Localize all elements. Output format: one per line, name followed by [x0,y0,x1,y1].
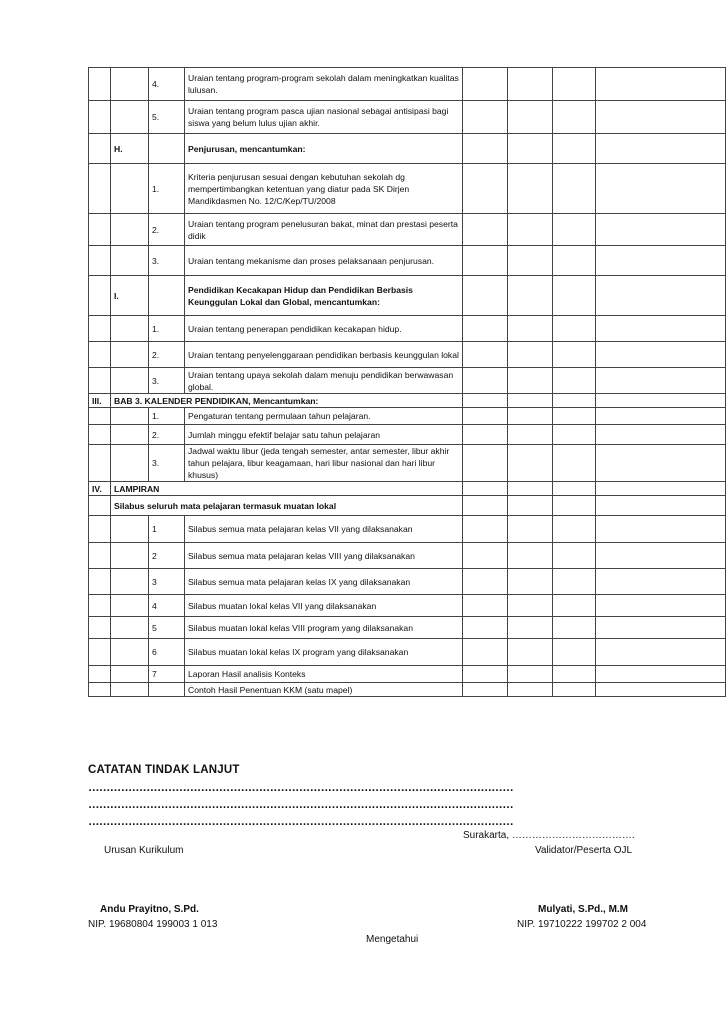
notes-cell [596,101,726,134]
check-cell [508,543,553,569]
item-text-cell: Silabus muatan lokal kelas VIII program yang dilaksanakan [185,617,463,639]
item-text-cell: Uraian tentang program-program sekolah dalam meningkatkan kualitas lulusan. [185,68,463,101]
check-cell [553,134,596,164]
acknowledged-label: Mengetahui [366,934,419,945]
roman-numeral-cell [89,666,111,683]
roman-numeral-cell [89,516,111,543]
roman-numeral-cell [89,68,111,101]
check-cell [508,342,553,368]
right-signatory-role: Validator/Peserta OJL [535,845,633,856]
roman-numeral-cell: III. [89,394,111,408]
check-cell [553,246,596,276]
follow-up-title: CATATAN TINDAK LANJUT [88,764,240,776]
item-number-cell [149,276,185,316]
notes-cell [596,214,726,246]
check-cell [508,368,553,394]
roman-numeral-cell: IV. [89,482,111,496]
section-letter-cell [111,101,149,134]
check-cell [508,246,553,276]
section-letter-cell [111,425,149,445]
item-number-cell [149,683,185,697]
roman-numeral-cell [89,164,111,214]
item-number-cell: 1. [149,408,185,425]
check-cell [553,368,596,394]
check-cell [553,516,596,543]
item-number-cell: 3. [149,445,185,482]
notes-cell [596,246,726,276]
section-letter-cell [111,445,149,482]
item-number-cell: 2 [149,543,185,569]
check-cell [553,214,596,246]
check-cell [553,425,596,445]
table-row [89,276,726,316]
check-cell [463,164,508,214]
section-letter-cell [111,617,149,639]
check-cell [553,666,596,683]
notes-cell [596,134,726,164]
check-cell [463,101,508,134]
section-letter-cell: I. [111,276,149,316]
follow-up-line: ……………………………………………………………………………………………………… [88,799,514,811]
check-cell [508,496,553,516]
notes-cell [596,543,726,569]
roman-numeral-cell [89,543,111,569]
check-cell [463,408,508,425]
right-signatory-name: Mulyati, S.Pd., M.M [538,904,629,915]
item-number-cell: 3 [149,569,185,595]
check-cell [553,276,596,316]
right-signatory-nip: NIP. 19710222 199702 2 004 [517,919,647,930]
table-row [89,101,726,134]
check-cell [553,394,596,408]
item-number-cell: 5. [149,101,185,134]
section-letter-cell [111,214,149,246]
check-cell [508,683,553,697]
check-cell [463,368,508,394]
item-number-cell [149,134,185,164]
section-letter-cell [111,342,149,368]
notes-cell [596,639,726,666]
section-letter-cell [111,639,149,666]
item-number-cell: 3. [149,368,185,394]
notes-cell [596,164,726,214]
item-text-cell: Pendidikan Kecakapan Hidup dan Pendidikan Berbasis Keunggulan Lokal dan Global, mencantumkan: [185,276,463,316]
check-cell [508,68,553,101]
check-cell [463,617,508,639]
check-cell [553,316,596,342]
check-cell [553,68,596,101]
check-cell [508,316,553,342]
notes-cell [596,617,726,639]
notes-cell [596,368,726,394]
item-number-cell: 4 [149,595,185,617]
roman-numeral-cell [89,445,111,482]
roman-numeral-cell [89,595,111,617]
notes-cell [596,342,726,368]
table-row [89,482,726,496]
notes-cell [596,276,726,316]
check-cell [553,445,596,482]
check-cell [553,595,596,617]
roman-numeral-cell [89,101,111,134]
section-letter-cell: H. [111,134,149,164]
section-letter-cell [111,516,149,543]
check-cell [553,543,596,569]
item-number-cell: 4. [149,68,185,101]
roman-numeral-cell [89,617,111,639]
notes-cell [596,482,726,496]
table-row [89,617,726,639]
item-text-cell: Uraian tentang penerapan pendidikan kecakapan hidup. [185,316,463,342]
notes-cell [596,569,726,595]
section-letter-cell [111,569,149,595]
check-cell [463,425,508,445]
item-number-cell: 3. [149,246,185,276]
checklist-table [88,67,726,697]
check-cell [553,569,596,595]
check-cell [463,246,508,276]
check-cell [553,683,596,697]
table-row [89,543,726,569]
check-cell [508,214,553,246]
item-text-cell: BAB 3. KALENDER PENDIDIKAN, Mencantumkan: [111,394,463,408]
roman-numeral-cell [89,408,111,425]
notes-cell [596,683,726,697]
section-letter-cell [111,408,149,425]
item-number-cell: 7 [149,666,185,683]
table-row [89,408,726,425]
check-cell [508,134,553,164]
item-number-cell: 1. [149,316,185,342]
section-letter-cell [111,246,149,276]
item-text-cell: Silabus seluruh mata pelajaran termasuk muatan lokal [111,496,463,516]
follow-up-line: ……………………………………………………………………………………………………… [88,782,514,794]
check-cell [463,316,508,342]
roman-numeral-cell [89,496,111,516]
check-cell [508,408,553,425]
check-cell [508,394,553,408]
roman-numeral-cell [89,276,111,316]
check-cell [508,425,553,445]
roman-numeral-cell [89,569,111,595]
table-row [89,496,726,516]
check-cell [508,276,553,316]
roman-numeral-cell [89,316,111,342]
notes-cell [596,394,726,408]
check-cell [463,276,508,316]
notes-cell [596,666,726,683]
item-text-cell: Pengaturan tentang permulaan tahun pelajaran. [185,408,463,425]
table-row [89,683,726,697]
roman-numeral-cell [89,425,111,445]
item-text-cell: Contoh Hasil Penentuan KKM (satu mapel) [185,683,463,697]
check-cell [553,482,596,496]
table-row [89,394,726,408]
check-cell [463,496,508,516]
check-cell [508,516,553,543]
table-row [89,246,726,276]
item-text-cell: Uraian tentang upaya sekolah dalam menuju pendidikan berwawasan global. [185,368,463,394]
check-cell [508,164,553,214]
table-row [89,639,726,666]
item-number-cell: 2. [149,342,185,368]
item-text-cell: Jumlah minggu efektif belajar satu tahun pelajaran [185,425,463,445]
left-signatory-name: Andu Prayitno, S.Pd. [100,904,199,915]
check-cell [463,134,508,164]
check-cell [508,595,553,617]
item-text-cell: Kriteria penjurusan sesuai dengan kebutuhan sekolah dg mempertimbangkan ketentuan yang diatur pada SK Dirjen Mandikdasmen No. 12/C/Kep/TU/2008 [185,164,463,214]
item-text-cell: Uraian tentang program penelusuran bakat, minat dan prestasi peserta didik [185,214,463,246]
section-letter-cell [111,543,149,569]
section-letter-cell [111,595,149,617]
left-signatory-role: Urusan Kurikulum [104,845,184,856]
table-row [89,368,726,394]
section-letter-cell [111,368,149,394]
table-row [89,68,726,101]
check-cell [553,617,596,639]
table-row [89,445,726,482]
check-cell [463,683,508,697]
item-text-cell: Silabus semua mata pelajaran kelas VIII yang dilaksanakan [185,543,463,569]
check-cell [463,68,508,101]
table-row [89,134,726,164]
table-row [89,342,726,368]
check-cell [553,101,596,134]
item-text-cell: Uraian tentang program pasca ujian nasional sebagai antisipasi bagi siswa yang belum lulus ujian akhir. [185,101,463,134]
item-text-cell: Silabus muatan lokal kelas VII yang dilaksanakan [185,595,463,617]
table-row [89,214,726,246]
roman-numeral-cell [89,639,111,666]
section-letter-cell [111,164,149,214]
item-text-cell: Silabus semua mata pelajaran kelas IX yang dilaksanakan [185,569,463,595]
roman-numeral-cell [89,134,111,164]
check-cell [463,445,508,482]
notes-cell [596,595,726,617]
check-cell [463,639,508,666]
table-row [89,666,726,683]
check-cell [463,569,508,595]
notes-cell [596,408,726,425]
item-number-cell: 1 [149,516,185,543]
roman-numeral-cell [89,246,111,276]
check-cell [508,101,553,134]
section-letter-cell [111,683,149,697]
roman-numeral-cell [89,368,111,394]
table-row [89,516,726,543]
table-row [89,316,726,342]
check-cell [463,394,508,408]
check-cell [508,482,553,496]
roman-numeral-cell [89,342,111,368]
notes-cell [596,425,726,445]
roman-numeral-cell [89,214,111,246]
check-cell [508,445,553,482]
section-letter-cell [111,68,149,101]
check-cell [553,164,596,214]
check-cell [508,569,553,595]
item-text-cell: Jadwal waktu libur (jeda tengah semester, antar semester, libur akhir tahun pelajara, libur keagamaan, hari libur nasional dan hari libur khusus) [185,445,463,482]
notes-cell [596,496,726,516]
place-date: Surakarta, ………………………………. [463,830,635,841]
follow-up-line: ……………………………………………………………………………………………………… [88,816,514,828]
section-letter-cell [111,666,149,683]
notes-cell [596,68,726,101]
item-text-cell: Uraian tentang mekanisme dan proses pelaksanaan penjurusan. [185,246,463,276]
check-cell [463,214,508,246]
check-cell [463,516,508,543]
notes-cell [596,516,726,543]
item-text-cell: Uraian tentang penyelenggaraan pendidikan berbasis keunggulan lokal [185,342,463,368]
item-text-cell: Silabus semua mata pelajaran kelas VII yang dilaksanakan [185,516,463,543]
check-cell [463,482,508,496]
table-row [89,425,726,445]
item-number-cell: 1. [149,164,185,214]
item-text-cell: Penjurusan, mencantumkan: [185,134,463,164]
check-cell [553,496,596,516]
item-number-cell: 2. [149,425,185,445]
check-cell [463,342,508,368]
check-cell [463,543,508,569]
check-cell [553,408,596,425]
check-cell [553,639,596,666]
item-number-cell: 6 [149,639,185,666]
item-text-cell: LAMPIRAN [111,482,463,496]
notes-cell [596,445,726,482]
table-row [89,569,726,595]
item-text-cell: Laporan Hasil analisis Konteks [185,666,463,683]
section-letter-cell [111,316,149,342]
check-cell [463,666,508,683]
notes-cell [596,316,726,342]
check-cell [553,342,596,368]
check-cell [508,617,553,639]
item-text-cell: Silabus muatan lokal kelas IX program yang dilaksanakan [185,639,463,666]
check-cell [508,666,553,683]
left-signatory-nip: NIP. 19680804 199003 1 013 [88,919,218,930]
item-number-cell: 2. [149,214,185,246]
table-row [89,164,726,214]
table-row [89,595,726,617]
check-cell [463,595,508,617]
check-cell [508,639,553,666]
item-number-cell: 5 [149,617,185,639]
roman-numeral-cell [89,683,111,697]
